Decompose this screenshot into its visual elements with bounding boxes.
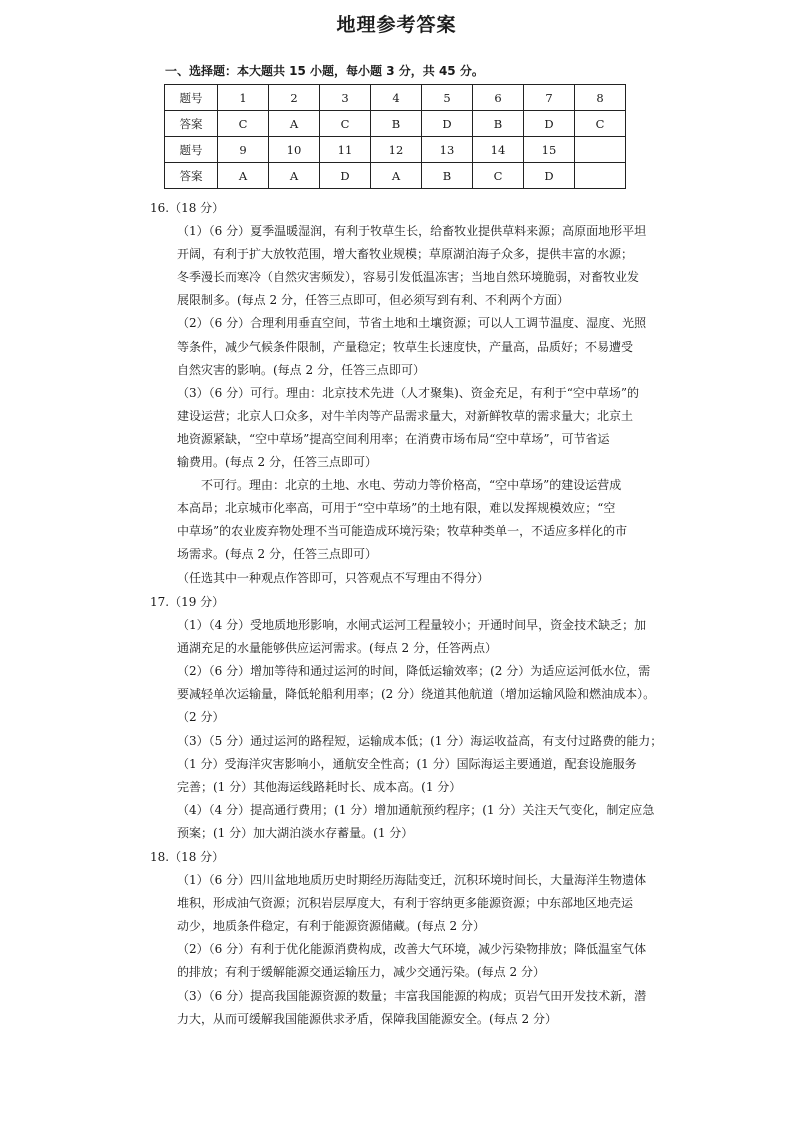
table-cell: 9: [218, 137, 269, 163]
answer-line: （3）（5 分）通过运河的路程短，运输成本低；(1 分）海运收益高，有支付过路费的能力；: [177, 733, 663, 748]
answer-line: （任选其中一种观点作答即可，只答观点不写理由不得分）: [177, 570, 490, 585]
answer-line: 堆积，形成油气资源；沉积岩层厚度大，有利于容纳更多能源资源；中东部地区地壳运: [177, 896, 634, 911]
answer-line: （2）（6 分）合理利用垂直空间，节省土地和土壤资源；可以人工调节温度、湿度、光照: [177, 316, 647, 331]
table-row-header: 题号: [165, 85, 218, 111]
answer-line: 完善；(1 分）其他海运线路耗时长、成本高。(1 分）: [177, 779, 462, 794]
table-cell: A: [371, 163, 422, 189]
answer-line: （1）（6 分）四川盆地地质历史时期经历海陆变迁，沉积环境时间长，大量海洋生物遗体: [177, 873, 647, 887]
answer-line: 输费用。(每点 2 分，任答三点即可）: [177, 455, 377, 469]
table-cell: 15: [524, 137, 575, 163]
answer-table: [164, 84, 626, 189]
answer-line: 等条件，减少气候条件限制，产量稳定；牧草生长速度快，产量高，品质好；不易遭受: [177, 339, 634, 354]
answer-line: 冬季漫长而寒冷（自然灾害频发），容易引发低温冻害；当地自然环境脆弱，对畜牧业发: [177, 270, 640, 285]
table-cell: B: [422, 163, 473, 189]
table-row-header: 答案: [165, 163, 218, 189]
answer-line: （1）（6 分）夏季温暖湿润，有利于牧草生长，给畜牧业提供草料来源；高原面地形平坦: [177, 224, 647, 238]
answer-line: （1）（4 分）受地质地形影响，水闸式运河工程量较小；开通时间早，资金技术缺乏；加: [177, 618, 647, 632]
table-cell: B: [473, 111, 524, 137]
answer-line: 展限制多。(每点 2 分，任答三点即可，但必须写到有利、不利两个方面）: [177, 293, 569, 308]
table-row: [165, 111, 626, 137]
table-row-header: 题号: [165, 137, 218, 163]
answer-line: 预案；(1 分）加大湖泊淡水存蓄量。(1 分）: [177, 825, 414, 840]
question-heading: 16.（18 分）: [150, 201, 225, 215]
answer-line: 开阔，有利于扩大放牧范围，增大畜牧业规模；草原湖泊海子众多，提供丰富的水源；: [177, 247, 634, 262]
table-cell: C: [218, 111, 269, 137]
answer-line: 中草场”的农业废弃物处理不当可能造成环境污染；牧草种类单一，不适应多样化的市: [177, 524, 628, 539]
table-cell: 7: [524, 85, 575, 111]
page-title: 地理参考答案: [336, 14, 457, 36]
table-cell: 8: [575, 85, 626, 111]
answer-line: （1 分）受海洋灾害影响小，通航安全性高；(1 分）国际海运主要通道，配套设施服务: [177, 756, 637, 771]
table-cell: [575, 137, 626, 163]
table-row: [165, 163, 626, 189]
section-heading-choice: 一、选择题：本大题共 15 小题，每小题 3 分，共 45 分。: [165, 64, 484, 78]
table-cell: C: [320, 111, 371, 137]
table-cell: A: [269, 111, 320, 137]
table-row: [165, 85, 626, 111]
answer-line: 地资源紧缺，“空中草场”提高空间利用率；在消费市场布局“空中草场”，可节省运: [177, 431, 610, 446]
table-cell: [575, 163, 626, 189]
answer-line: （3）（6 分）可行。理由：北京技术先进（人才聚集)、资金充足，有利于“空中草场”的: [177, 385, 640, 400]
table-cell: 2: [269, 85, 320, 111]
answer-line: （4）（4 分）提高通行费用；(1 分）增加通航预约程序；(1 分）关注天气变化，制定应急: [177, 802, 655, 817]
table-cell: 14: [473, 137, 524, 163]
answer-line: （2）（6 分）有利于优化能源消费构成，改善大气环境，减少污染物排放；降低温室气体: [177, 942, 647, 957]
answer-line: 要减轻单次运输量，降低轮船利用率；(2 分）绕道其他航道（增加运输风险和燃油成本）。: [177, 687, 656, 702]
table-cell: A: [218, 163, 269, 189]
table-cell: 6: [473, 85, 524, 111]
table-cell: D: [320, 163, 371, 189]
table-cell: 5: [422, 85, 473, 111]
answer-line: 的排放；有利于缓解能源交通运输压力，减少交通污染。(每点 2 分）: [177, 965, 545, 980]
table-cell: 1: [218, 85, 269, 111]
answer-line: 场需求。(每点 2 分，任答三点即可）: [177, 547, 377, 562]
table-cell: 11: [320, 137, 371, 163]
table-cell: C: [575, 111, 626, 137]
table-cell: D: [422, 111, 473, 137]
table-row: [165, 137, 626, 163]
answer-line: （3）（6 分）提高我国能源资源的数量；丰富我国能源的构成；页岩气田开发技术新，潜: [177, 988, 647, 1003]
table-cell: 10: [269, 137, 320, 163]
question-heading: 18.（18 分）: [150, 850, 225, 864]
table-cell: C: [473, 163, 524, 189]
answer-line: 本高昂；北京城市化率高，可用于“空中草场”的土地有限，难以发挥规模效应；“空: [177, 501, 616, 516]
answer-line: 自然灾害的影响。(每点 2 分，任答三点即可）: [177, 362, 425, 377]
table-row-header: 答案: [165, 111, 218, 137]
table-cell: D: [524, 111, 575, 137]
answer-line: （2）（6 分）增加等待和通过运河的时间，降低运输效率；(2 分）为适应运河低水位，需: [177, 664, 651, 679]
table-cell: 12: [371, 137, 422, 163]
table-cell: 4: [371, 85, 422, 111]
answer-line: 力大，从而可缓解我国能源供求矛盾，保障我国能源安全。(每点 2 分）: [177, 1011, 557, 1026]
answer-line: 不可行。理由：北京的土地、水电、劳动力等价格高，“空中草场”的建设运营成: [177, 478, 622, 493]
table-cell: D: [524, 163, 575, 189]
answer-line: 通湖充足的水量能够供应运河需求。(每点 2 分，任答两点）: [177, 641, 497, 656]
answer-line: （2 分）: [177, 710, 225, 725]
table-cell: 13: [422, 137, 473, 163]
question-heading: 17.（19 分）: [150, 595, 225, 609]
table-cell: 3: [320, 85, 371, 111]
answer-line: 建设运营；北京人口众多，对牛羊肉等产品需求量大，对新鲜牧草的需求量大；北京土: [177, 408, 634, 423]
table-cell: A: [269, 163, 320, 189]
answer-line: 动少，地质条件稳定，有利于能源资源储藏。(每点 2 分）: [177, 919, 485, 934]
table-cell: B: [371, 111, 422, 137]
